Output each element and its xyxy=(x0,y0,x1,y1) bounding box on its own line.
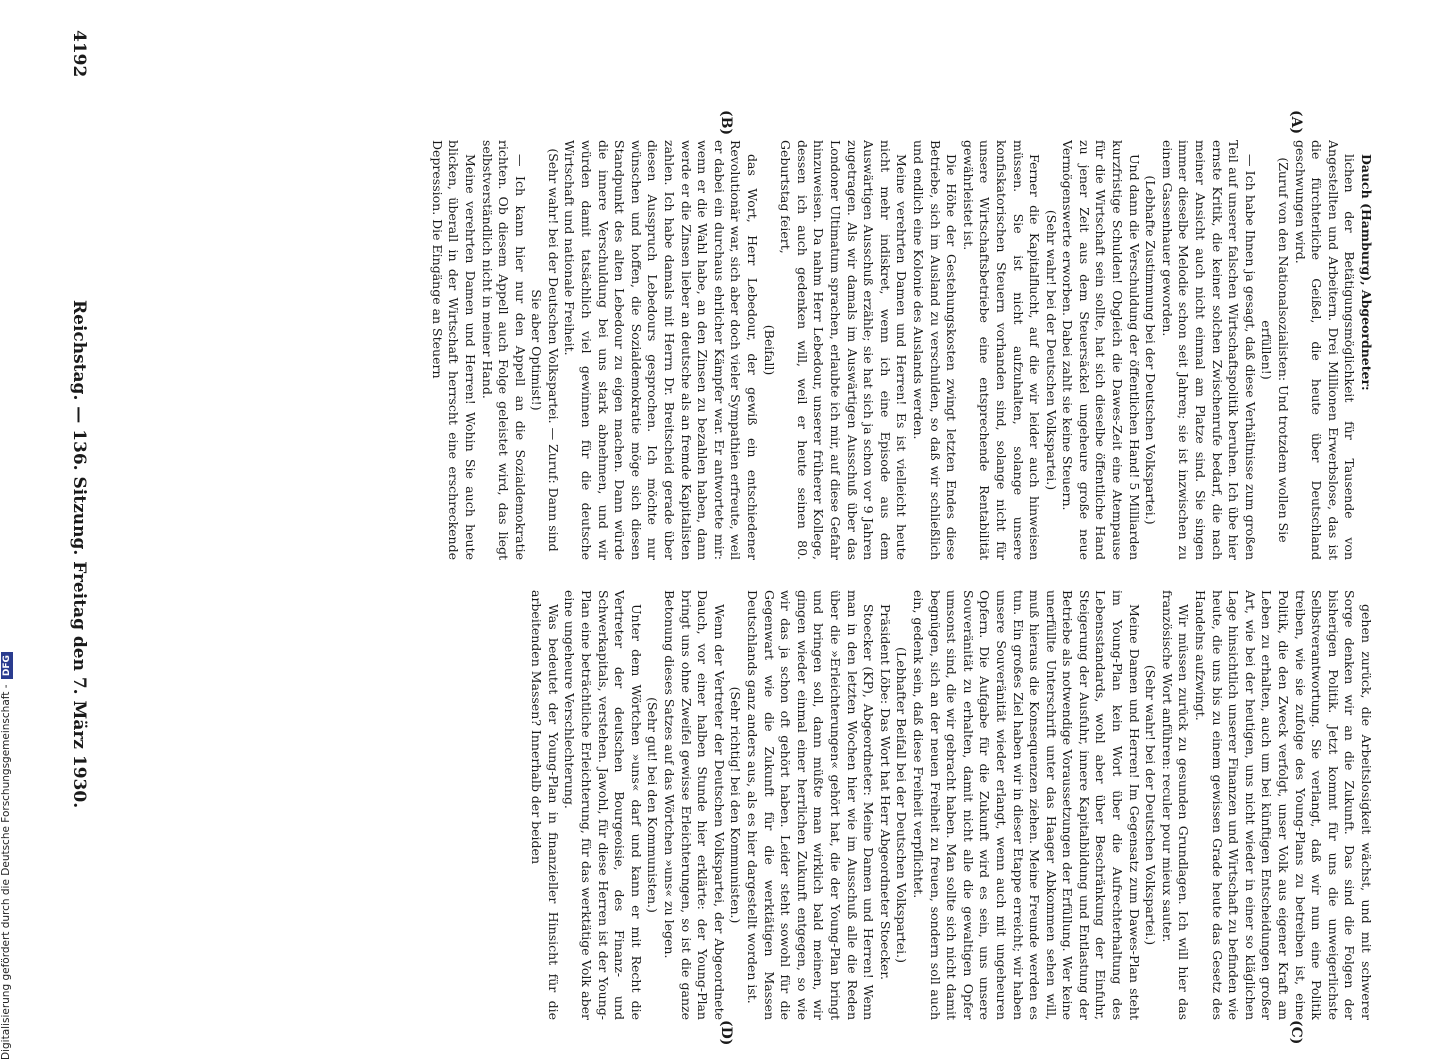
page-number: 4192 xyxy=(69,30,89,78)
interjection: (Sehr wahr! bei der Deutschen Volkspartei. — Zuruf: Dann sind Sie aber Optimist!) xyxy=(529,148,561,552)
interjection: (Sehr gut! bei den Kommunisten.) xyxy=(645,697,661,913)
paragraph: Meine Damen und Herren! Im Gegensatz zum Dawes-Plan steht im Young-Plan kein Wort über die Aufrechterhaltung des Lebensstandards, wohl aber über Beschränkung der Einfuhr, Steigerung der Ausfuhr, innere Kapitalbildung und Entlastung der Betriebe als notwendige Voraussetzungen der Erfüllung. Wer keine unerfüllte Unterschrift unter das Haager Abkommen sehen will, muß hieraus die Konsequenzen ziehen. Meine Freunde werden es tun. Ein großes Ziel haben wir in dieser Etappe erreicht; wir haben unsere Souveränität wieder erlangt, wenn auch mit ungeheuren Opfern. Die Aufgabe für die Zukunft wird es sein, uns unsere Souveränität zu erhalten, damit nicht alle die gewaltigen Opfer umsonst sind, die wir gebracht haben. Man sollte sich nicht damit begnügen, sich an der neuen Freiheit zu freuen, sondern soll auch ein, gedenk sein, daß diese Freiheit verpflichtet. xyxy=(910,590,1142,1020)
digitization-credit xyxy=(0,160,13,1060)
left-column xyxy=(40,140,1374,560)
interjection: (Zuruf von den Nationalsozialisten: Und trotzdem wollen Sie erfüllen!) xyxy=(1259,157,1292,543)
paragraph: Meine verehrten Damen und Herren! Es ist vielleicht heute nicht mehr indiskret, wenn ich eine Episode aus dem Auswärtigen Ausschuß erzähle; sie hat sich ja schon vor 9 Jahren zugetragen. Als wir damals im Auswärtigen Ausschuß über das Londoner Ultimatum sprachen, erlaubte ich mir, auf diese Gefahr hinzuweisen. Da nahm Herr Lebedour, unserer früherer Kollege, dessen ich auch gedenken will, weil er heute seinen 80. Geburtstag feiert, xyxy=(778,140,910,560)
paragraph: Wir müssen zurück zu gesunden Grundlagen. Ich will hier das französische Wort anführen: reculer pour mieux sauter. xyxy=(1159,590,1192,1020)
paragraph: lichen der Betätigungsmöglichkeit für Tausende von Angestellten und Arbeitern. Drei Millionen Erwerbslose, das ist die fürchterliche Geißel, die heute über Deutschland geschwungen wird. xyxy=(1292,140,1358,560)
margin-marker-a: (A) xyxy=(1288,110,1304,135)
margin-marker-c: (C) xyxy=(1288,1020,1304,1045)
president-remark: Präsident Löbe: Das Wort hat Herr Abgeordneter Stoecker. xyxy=(877,604,893,980)
paragraph: Wenn der Vertreter der Deutschen Volkspartei, der Abgeordnete Dauch, vor einer halben Stunde hier erklärte: der Young-Plan bringt uns ohne Zweifel gewisse Erleichterungen, so ist die ganze Betonung dieses Satzes auf das Wörtchen »uns« zu legen. xyxy=(662,590,727,1020)
interjection: (Beifall) xyxy=(761,324,777,376)
paragraph: Meine verehrten Damen und Herren! Wohin Sie auch heute blicken, überall in der Wirtschaft herrscht eine erschreckende Depression. Die Eingänge an Steuern xyxy=(429,140,478,560)
paragraph: Die Höhe der Gestehungskosten zwingt letzten Endes diese Betriebe, sich im Ausland zu verschulden, so daß wir schließlich und endlich eine Kolonie des Auslands werden. xyxy=(910,140,960,560)
paragraph: Und dann die Verschuldung der öffentlichen Hand! 5 Milliarden kurzfristige Schulden! Obgleich die Dawes-Zeit eine Atempause für die Wirtschaft sein sollte, hat sich dieselbe öffentliche Hand zu jener Zeit aus dem Steuersäckel ungeheure große neue Vermögenswerte erworben. Dabei zahlt sie keine Steuern. xyxy=(1060,140,1142,560)
running-title: Reichstag. — 136. Sitzung. Freitag den 7. März 1930. xyxy=(69,300,89,809)
paragraph: — Ich kann hier nur den Appell an die Sozialdemokratie richten. Ob diesem Appell auch Folge geleistet wird, das liegt selbstverständlich nicht in meiner Hand. xyxy=(479,140,528,560)
paragraph: Ferner die Kapitalflucht, auf die wir leider auch hinweisen müssen. Sie ist nicht aufzuhalten, solange unsere konfiskatorischen Steuern vorhanden sind, solange nicht für unsere Wirtschaftsbetriebe eine entsprechende Rentabilität gewährleistet ist. xyxy=(960,140,1043,560)
dfg-logo: DFG xyxy=(1,652,13,679)
interjection: (Lebhafter Beifall bei der Deutschen Volkspartei.) xyxy=(894,647,910,963)
interjection: (Lebhafte Zustimmung bei der Deutschen Volkspartei.) xyxy=(1143,175,1159,525)
right-column xyxy=(40,590,1374,1020)
interjection: (Sehr richtig! bei den Kommunisten.) xyxy=(728,686,744,924)
margin-marker-d: (D) xyxy=(718,1020,734,1046)
margin-marker-b: (B) xyxy=(718,110,734,136)
credit-text: Digitalisierung gefördert durch die Deutsche Forschungsgemeinschaft - xyxy=(0,684,12,1060)
paragraph: Was bedeutet der Young-Plan in finanzieller Hinsicht für die arbeitenden Massen? Innerhalb der beiden xyxy=(529,590,561,1020)
paragraph: — Ich habe Ihnen ja gesagt, daß diese Verhältnisse zum großen Teil auf unserer falschen Wirtschaftspolitik beruhen. Ich übe hier ernste Kritik, die keiner solchen Zwischenrufe bedarf, die nach meiner Ansicht auch nicht einmal am Platze sind. Sie singen immer dieselbe Melodie schon seit Jahren; sie ist inzwischen zu einem Gassenhauer geworden. xyxy=(1159,140,1258,560)
paragraph: das Wort, Herr Lebedour, der gewiß ein entschiedener Revolutionär war, sich aber doch vieler Sympathien erfreute, weil er dabei ein durchaus ehrlicher Kämpfer war. Er antwortete mir: wenn er die Wahl habe, an den Zinsen zu bezahlen haben, dann werde er die Zinsen lieber an deutsche als an fremde Kapitalisten zahlen. Ich habe damals mit Herrn Dr. Breitscheid gerade über diesen Ausspruch Lebedours gesprochen. Ich möchte nur wünschen und hoffen, die Sozialdemokratie möge sich diesen Standpunkt des alten Lebedour zu eigen machen. Dann würde die innere Verschuldung bei uns stark abnehmen, und wir würden damit tatsächlich viel gewinnen für die deutsche Wirtschaft und nationale Freiheit. xyxy=(562,140,761,560)
speaker-heading: Dauch (Hamburg), Abgeordneter: xyxy=(1359,154,1374,391)
interjection: (Sehr wahr! bei der Deutschen Volkspartei.) xyxy=(1143,664,1159,946)
interjection: (Sehr wahr! bei der Deutschen Volkspartei.) xyxy=(1043,209,1059,491)
paragraph: Stoecker (KP), Abgeordneter: Meine Damen und Herren! Wenn man in den letzten Wochen hier wie im Ausschuß alle die Reden über die »Erleichterungen« gehört hat, die der Young-Plan bringt und bringen soll, dann müßte man wirklich bald meinen, wir gingen wieder einmal einer herrlichen Zukunft entgegen, so wie wir das ja schon oft gehört haben. Leider steht sowohl für die Gegenwart wie die Zukunft für die werktätigen Massen Deutschlands ganz anders aus, als es hier dargestellt worden ist. xyxy=(745,590,877,1020)
paragraph: Unter dem Wörtchen »uns« darf und kann er mit Recht die Vertreter der deutschen Bourgeoisie, des Finanz- und Schwerkapitals, verstehen. Jawohl, für diese Herren ist der Young-Plan eine beträchtliche Erleichterung, für das werktätige Volk aber eine ungeheure Verschlechterung. xyxy=(562,590,644,1020)
paragraph: gehen zurück, die Arbeitslosigkeit wächst, und mit schwerer Sorge denken wir an die Zukunft. Das sind die Folgen der bisherigen Politik. Jetzt kommt für uns die unweigerlichste Selbstverantwortung. Sie verlangt, daß wir nun eine Politik treiben, wie sie zufolge des Young-Plans zu betreiben ist, eine Politik, die den Zweck verfolgt, unser Volk aus eigener Kraft am Leben zu erhalten, auch um bei künftigen Entscheidungen großer Art, wie bei der heutigen, uns nicht wieder in einer so kläglichen Lage hinsichtlich unserer Finanzen und Wirtschaft zu befinden wie heute, die uns bis zu einem gewissen Grade heute das Gesetz des Handelns aufzwingt. xyxy=(1193,590,1374,1020)
